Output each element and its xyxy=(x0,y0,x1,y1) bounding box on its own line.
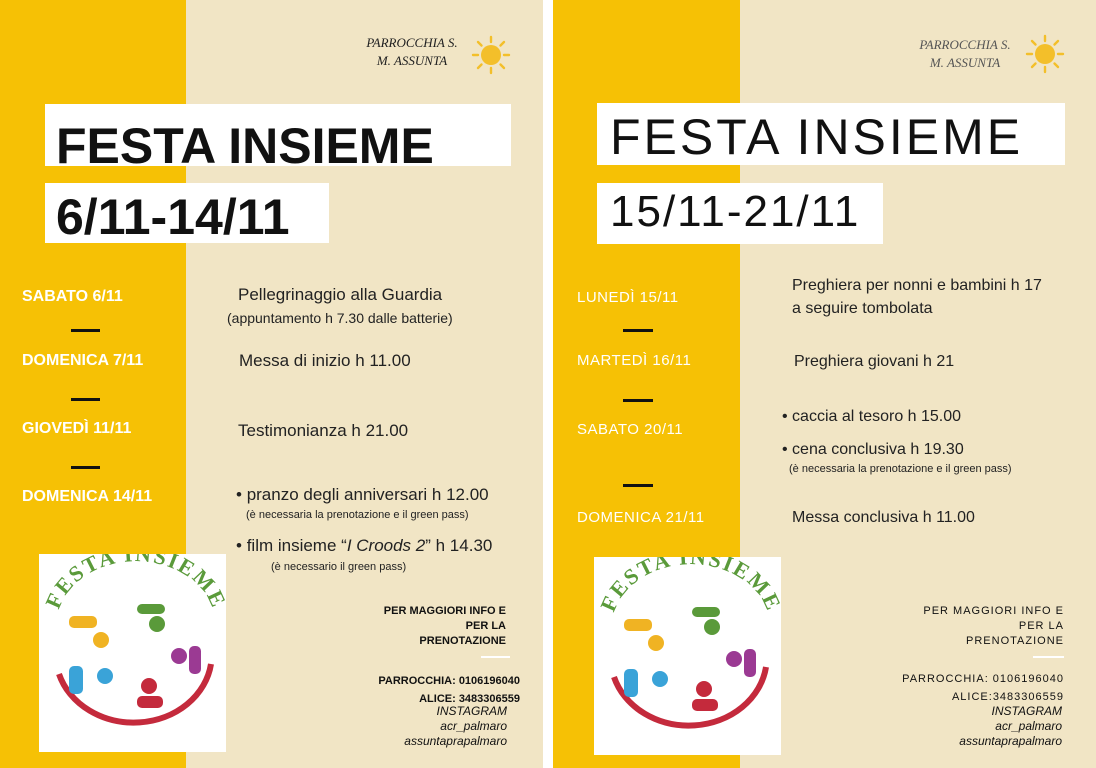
festa-insieme-logo-graphic xyxy=(594,557,781,755)
event-text: Messa di inizio h 11.00 xyxy=(239,351,411,370)
event-text: ” h 14.30 xyxy=(425,536,493,555)
event-note: (è necessaria la prenotazione e il green pass) xyxy=(789,463,1012,475)
separator xyxy=(623,484,653,487)
instagram-handle: acr_palmaro xyxy=(995,719,1062,733)
event-note: (è necessario il green pass) xyxy=(271,561,407,573)
poster-dates: 6/11-14/11 xyxy=(56,189,290,245)
info-line: PER MAGGIORI INFO E xyxy=(923,605,1064,617)
logo-text: FESTA NSIEM xyxy=(40,554,222,613)
day-label: MARTEDÌ 16/11 xyxy=(577,352,692,369)
event-bullet: • caccia al tesoro h 15.00 xyxy=(782,408,962,425)
day-label: DOMENICA 7/11 xyxy=(22,352,144,369)
svg-text:FESTA INSIEME xyxy=(595,557,781,615)
festa-insieme-logo xyxy=(39,554,226,752)
event-text: pranzo degli anniversari h 12.00 xyxy=(246,485,489,504)
instagram-label: INSTAGRAM xyxy=(991,704,1062,718)
sun-icon xyxy=(1025,34,1065,74)
day-label: LUNEDÌ 15/11 xyxy=(577,289,679,306)
event-text: caccia al tesoro h 15.00 xyxy=(792,408,962,425)
info-line: PRENOTAZIONE xyxy=(419,635,506,647)
separator xyxy=(623,399,653,402)
parish-phone: PARROCCHIA: 0106196040 xyxy=(902,673,1064,685)
festa-insieme-logo-graphic xyxy=(39,554,226,752)
instagram-handle: assuntaprapalmaro xyxy=(404,734,507,748)
instagram-handle: acr_palmaro xyxy=(440,719,507,733)
info-line: PRENOTAZIONE xyxy=(966,635,1064,647)
separator xyxy=(71,466,100,469)
separator xyxy=(71,398,100,401)
poster-title: FESTA INSIEME xyxy=(56,118,434,174)
info-line: PER LA xyxy=(1018,620,1064,632)
poster-title: FESTA INSIEME xyxy=(610,109,1024,165)
parish-line-1: PARROCCHIA S. xyxy=(366,35,458,50)
event-text: Testimonianza h 21.00 xyxy=(238,421,409,440)
poster-left xyxy=(0,0,543,768)
parish-name xyxy=(905,36,1025,72)
parish-name xyxy=(352,34,472,70)
sun-icon xyxy=(471,35,511,75)
instagram-label: INSTAGRAM xyxy=(436,704,507,718)
event-text: cena conclusiva h 19.30 xyxy=(792,441,964,458)
parish-line-2: M. ASSUNTA xyxy=(929,55,1001,70)
event-text: Pellegrinaggio alla Guardia xyxy=(238,285,443,304)
event-bullet: • cena conclusiva h 19.30 xyxy=(782,441,964,458)
day-label: DOMENICA 14/11 xyxy=(22,488,153,505)
event-text: Preghiera giovani h 21 xyxy=(794,353,955,370)
svg-text:FESTA INSIEME xyxy=(40,554,226,612)
info-heading xyxy=(340,604,506,649)
contacts xyxy=(853,670,1064,706)
alice-phone: ALICE: 3483306559 xyxy=(419,693,520,705)
parish-line-1: PARROCCHIA S. xyxy=(919,37,1011,52)
event-text: Messa conclusiva h 11.00 xyxy=(792,509,975,526)
event-text: a seguire tombolata xyxy=(792,300,933,317)
event-note: (è necessaria la prenotazione e il green pass) xyxy=(246,509,469,521)
parish-phone: PARROCCHIA: 0106196040 xyxy=(378,675,520,687)
contacts xyxy=(320,672,520,708)
film-title: I Croods 2 xyxy=(346,536,426,555)
info-heading xyxy=(893,604,1064,649)
info-line: PER LA xyxy=(465,620,506,632)
separator xyxy=(71,329,100,332)
parish-line-2: M. ASSUNTA xyxy=(376,53,448,68)
event-text: film insieme “ xyxy=(246,536,347,555)
divider xyxy=(1033,656,1064,658)
event-bullet: • film insieme “I Croods 2” h 14.30 xyxy=(236,536,493,555)
separator xyxy=(623,329,653,332)
alice-phone: ALICE:3483306559 xyxy=(951,691,1064,703)
poster-dates: 15/11-21/11 xyxy=(610,187,861,236)
event-text: Preghiera per nonni e bambini h 17 xyxy=(792,277,1042,294)
day-label: DOMENICA 21/11 xyxy=(577,509,705,526)
event-note: (appuntamento h 7.30 dalle batterie) xyxy=(227,310,453,326)
day-label: SABATO 20/11 xyxy=(577,421,684,438)
poster-right xyxy=(553,0,1096,768)
instagram-handle: assuntaprapalmaro xyxy=(959,734,1062,748)
divider xyxy=(481,656,510,658)
event-bullet: • pranzo degli anniversari h 12.00 xyxy=(236,485,489,504)
instagram-block xyxy=(913,704,1062,749)
day-label: SABATO 6/11 xyxy=(22,288,123,305)
logo-text: FESTA NSIEM xyxy=(595,557,777,616)
day-label: GIOVEDÌ 11/11 xyxy=(22,420,132,437)
instagram-block xyxy=(360,704,507,749)
info-line: PER MAGGIORI INFO E xyxy=(383,605,506,617)
festa-insieme-logo xyxy=(594,557,781,755)
